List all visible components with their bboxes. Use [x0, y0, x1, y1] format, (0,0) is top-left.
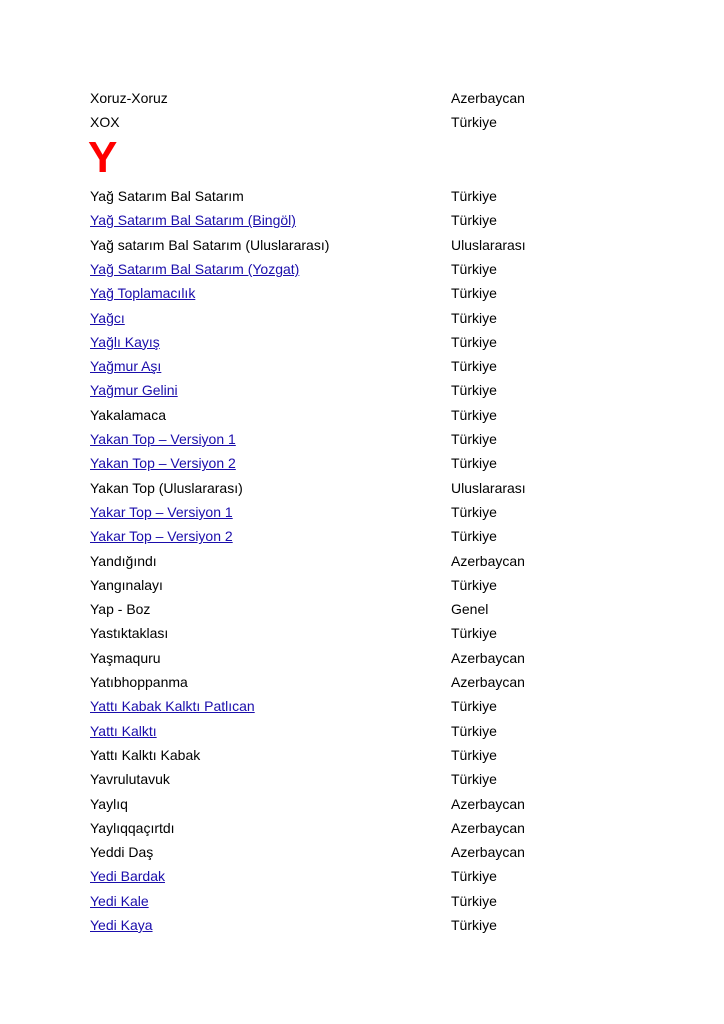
list-item	[90, 840, 690, 864]
game-link[interactable]: Yakan Top – Versiyon 2	[90, 455, 236, 472]
game-name: Yeddi Daş	[90, 844, 154, 861]
region-label: Türkiye	[451, 285, 497, 302]
region-label: Türkiye	[451, 771, 497, 788]
game-link[interactable]: Yakar Top – Versiyon 2	[90, 528, 233, 545]
game-name: Yap - Boz	[90, 601, 151, 618]
list-item	[90, 670, 690, 694]
list-item	[90, 451, 690, 475]
game-name: Yaylıq	[90, 795, 128, 812]
list-item	[90, 792, 690, 816]
list-item	[90, 913, 690, 937]
game-link[interactable]: Yedi Kale	[90, 892, 149, 909]
list-item	[90, 208, 690, 232]
list-item	[90, 257, 690, 281]
game-link[interactable]: Yattı Kalktı	[90, 722, 157, 739]
list-item	[90, 719, 690, 743]
game-name: Xoruz-Xoruz	[90, 90, 168, 106]
list-item	[90, 86, 690, 110]
game-link[interactable]: Yağcı	[90, 309, 125, 326]
region-label: Azerbaycan	[451, 795, 525, 812]
region-label: Azerbaycan	[451, 90, 525, 106]
region-label: Türkiye	[451, 576, 497, 593]
game-link[interactable]: Yağ Satarım Bal Satarım (Yozgat)	[90, 260, 300, 277]
game-link[interactable]: Yattı Kabak Kalktı Patlıcan	[90, 698, 255, 715]
region-label: Türkiye	[451, 188, 497, 204]
region-label: Türkiye	[451, 114, 497, 130]
game-name: Yaylıqqaçırtdı	[90, 819, 175, 836]
region-label: Türkiye	[451, 917, 497, 933]
game-name: Yakalamaca	[90, 406, 167, 423]
region-label: Azerbaycan	[451, 649, 525, 666]
list-item	[90, 694, 690, 718]
region-label: Azerbaycan	[451, 552, 525, 569]
game-link[interactable]: Yağmur Aşı	[90, 358, 162, 375]
game-name: Yastıktaklası	[90, 625, 169, 642]
list-item	[90, 476, 690, 500]
region-label: Türkiye	[451, 382, 497, 399]
region-label: Türkiye	[451, 212, 497, 229]
region-label: Uluslararası	[451, 479, 526, 496]
region-label: Türkiye	[451, 625, 497, 642]
region-label: Türkiye	[451, 722, 497, 739]
list-item	[90, 281, 690, 305]
list-item	[90, 621, 690, 645]
game-link[interactable]: Yağmur Gelini	[90, 382, 178, 399]
list-item	[90, 378, 690, 402]
region-label: Türkiye	[451, 892, 497, 909]
game-link[interactable]: Yakar Top – Versiyon 1	[90, 503, 233, 520]
region-label: Azerbaycan	[451, 674, 525, 690]
list-item	[90, 524, 690, 548]
game-name: XOX	[90, 114, 120, 130]
region-label: Türkiye	[451, 528, 497, 545]
game-name: Yandığındı	[90, 552, 157, 569]
game-name: Yakan Top (Uluslararası)	[90, 479, 243, 496]
list-item	[90, 500, 690, 524]
list-item	[90, 427, 690, 451]
game-name: Yangınalayı	[90, 576, 163, 593]
region-label: Türkiye	[451, 868, 497, 885]
list-item	[90, 306, 690, 330]
region-label: Türkiye	[451, 260, 497, 277]
region-label: Türkiye	[451, 698, 497, 715]
game-name: Yattı Kalktı Kabak	[90, 746, 201, 763]
game-name: Yavrulutavuk	[90, 771, 170, 788]
list-item	[90, 403, 690, 427]
list-item	[90, 889, 690, 913]
list-item	[90, 110, 690, 134]
game-name: Yatıbhoppanma	[90, 674, 188, 690]
list-item	[90, 354, 690, 378]
list-item	[90, 646, 690, 670]
game-link[interactable]: Yakan Top – Versiyon 1	[90, 431, 236, 447]
list-item	[90, 743, 690, 767]
region-label: Türkiye	[451, 333, 497, 350]
list-item	[90, 549, 690, 573]
game-link[interactable]: Yağlı Kayış	[90, 333, 160, 350]
list-item	[90, 573, 690, 597]
list-item	[90, 864, 690, 888]
game-link[interactable]: Yağ Satarım Bal Satarım (Bingöl)	[90, 212, 296, 229]
game-name: Yaşmaquru	[90, 649, 161, 666]
game-link[interactable]: Yağ Toplamacılık	[90, 285, 196, 302]
region-label: Azerbaycan	[451, 819, 525, 836]
list-item	[90, 767, 690, 791]
region-label: Azerbaycan	[451, 844, 525, 861]
list-item	[90, 330, 690, 354]
region-label: Türkiye	[451, 309, 497, 326]
region-label: Türkiye	[451, 746, 497, 763]
region-label: Türkiye	[451, 431, 497, 447]
list-item	[90, 597, 690, 621]
game-name: Yağ satarım Bal Satarım (Uluslararası)	[90, 236, 330, 253]
region-label: Uluslararası	[451, 236, 526, 253]
section-letter-heading: Y	[88, 133, 118, 182]
region-label: Genel	[451, 601, 489, 618]
list-item	[90, 184, 690, 208]
region-label: Türkiye	[451, 503, 497, 520]
region-label: Türkiye	[451, 406, 497, 423]
region-label: Türkiye	[451, 455, 497, 472]
region-label: Türkiye	[451, 358, 497, 375]
game-name: Yağ Satarım Bal Satarım	[90, 188, 244, 204]
game-link[interactable]: Yedi Bardak	[90, 868, 165, 885]
list-item	[90, 233, 690, 257]
game-link[interactable]: Yedi Kaya	[90, 917, 153, 933]
list-item	[90, 816, 690, 840]
